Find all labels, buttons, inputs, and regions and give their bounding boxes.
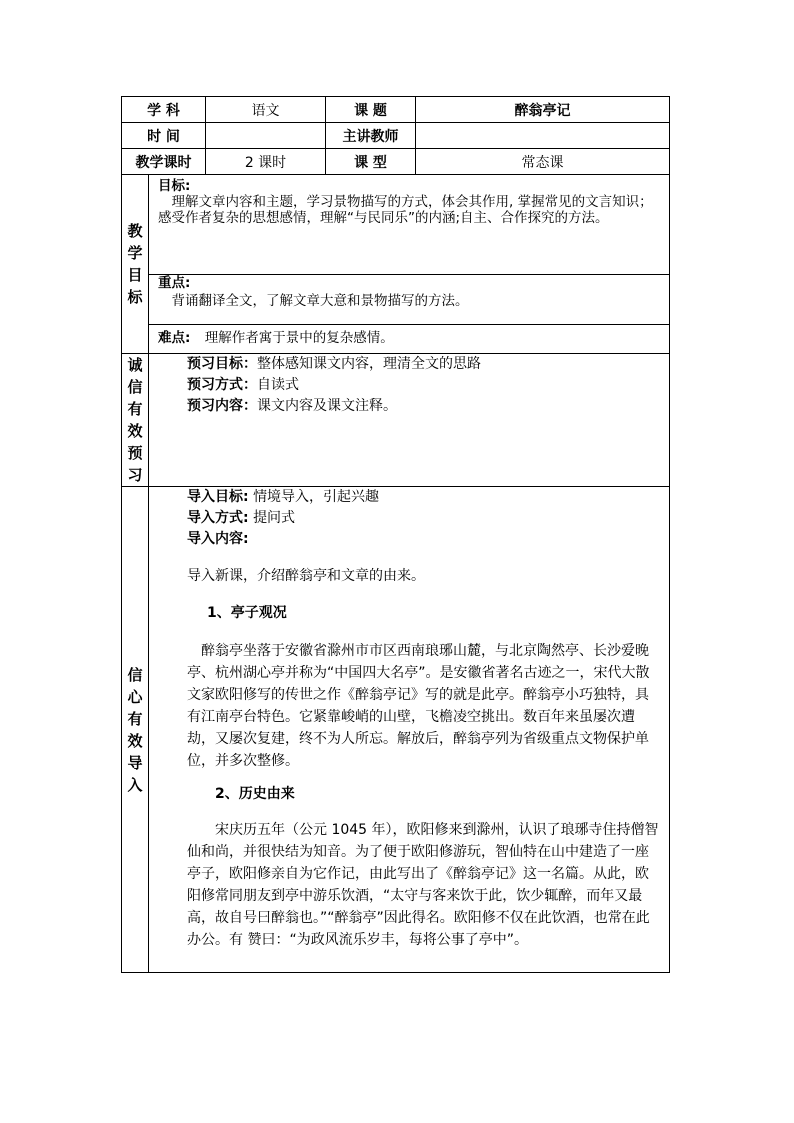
goals-row [122,175,670,354]
preview-content-line: 预习内容：课文内容及课文注释。 [187,398,397,414]
type-value: 常态课 [416,149,670,175]
header-row-hours [122,149,670,175]
topic-label: 课 题 [326,97,416,123]
intro-method: 导入方式: 提问式 [187,510,296,526]
goals-content [149,175,670,354]
section2-text: 宋庆历五年（公元 1045 年），欧阳修来到滁州，认识了琅琊寺住持僧智仙和尚，并很快结为知音。为了便于欧阳修游玩，智仙特在山中建造了一座亭子，欧阳修亲自为它作记，由此写出了《醉翁亭记》这一名篇。从此，欧阳修常同朋友到亭中游乐饮酒，“太守与客来饮于此，饮少辄醉，而年又最高，故自号曰醉翁也。”“醉翁亭”因此得名。欧阳修不仅在此饮酒，也常在此办公。有 赞曰：“为政风流乐岁丰，每将公事了亭中”。 [187,822,659,948]
key-block [149,274,669,324]
hours-label: 教学课时 [122,149,206,175]
preview-row [122,354,670,487]
difficulty-text: 理解作者寓于景中的复杂感情。 [204,329,394,346]
intro-content [149,487,670,973]
section1-title: 1、亭子观况 [207,605,287,621]
header-row-time [122,123,670,149]
preview-content [149,354,670,487]
header-row-subject [122,97,670,123]
intro-lead: 导入新课，介绍醉翁亭和文章的由来。 [187,568,425,584]
subject-value: 语文 [206,97,326,123]
goal-line-2: 感受作者复杂的思想感情，理解“与民同乐”的内涵;自主、合作探究的方法。 [158,210,609,226]
difficulty-title: 难点: [158,329,191,346]
preview-goal: 预习目标：整体感知课文内容，理清全文的思路 [187,356,481,372]
time-label: 时 间 [122,123,206,149]
hours-value: 2 课时 [206,149,326,175]
goals-inner [149,175,669,353]
teacher-value [416,123,670,149]
subject-label: 学 科 [122,97,206,123]
lesson-plan-table [121,96,670,973]
preview-side-label: 诚 信 有 效 预 习 [122,354,149,487]
difficulty-block [149,324,669,353]
section2-title: 2、历史由来 [215,786,295,802]
teacher-label: 主讲教师 [326,123,416,149]
topic-value: 醉翁亭记 [416,97,670,123]
section1-text: 醉翁亭坐落于安徽省滁州市市区西南琅琊山麓，与北京陶然亭、长沙爱晚亭、杭州湖心亭并称为“中国四大名亭”。是安徽省著名古迹之一，宋代大散文家欧阳修写的传世之作《醉翁亭记》写的就是此亭。醉翁亭小巧独特，具有江南亭台特色。它紧靠峻峭的山壁，飞檐凌空挑出。数百年来虽屡次遭劫，又屡次复建，终不为人所忘。解放后，醉翁亭列为省级重点文物保护单位，并多次整修。 [187,643,650,769]
goal-line-1: 理解文章内容和主题，学习景物描写的方式，体会其作用, 掌握常见的文言知识； [171,194,653,210]
intro-goal: 导入目标: 情境导入，引起兴趣 [187,489,380,505]
key-text: 背诵翻译全文，了解文章大意和景物描写的方法。 [171,292,469,309]
key-title: 重点: [158,274,191,291]
intro-content-label: 导入内容: [187,531,249,547]
time-value [206,123,326,149]
intro-row [122,487,670,973]
goal-block [149,175,669,274]
preview-method: 预习方式：自读式 [187,377,299,393]
lesson-plan-sheet [121,96,669,966]
goal-title: 目标: [158,178,191,194]
type-label: 课 型 [326,149,416,175]
intro-side-label: 信 心 有 效 导 入 [122,487,149,973]
goals-side-label: 教 学 目 标 [122,175,149,354]
